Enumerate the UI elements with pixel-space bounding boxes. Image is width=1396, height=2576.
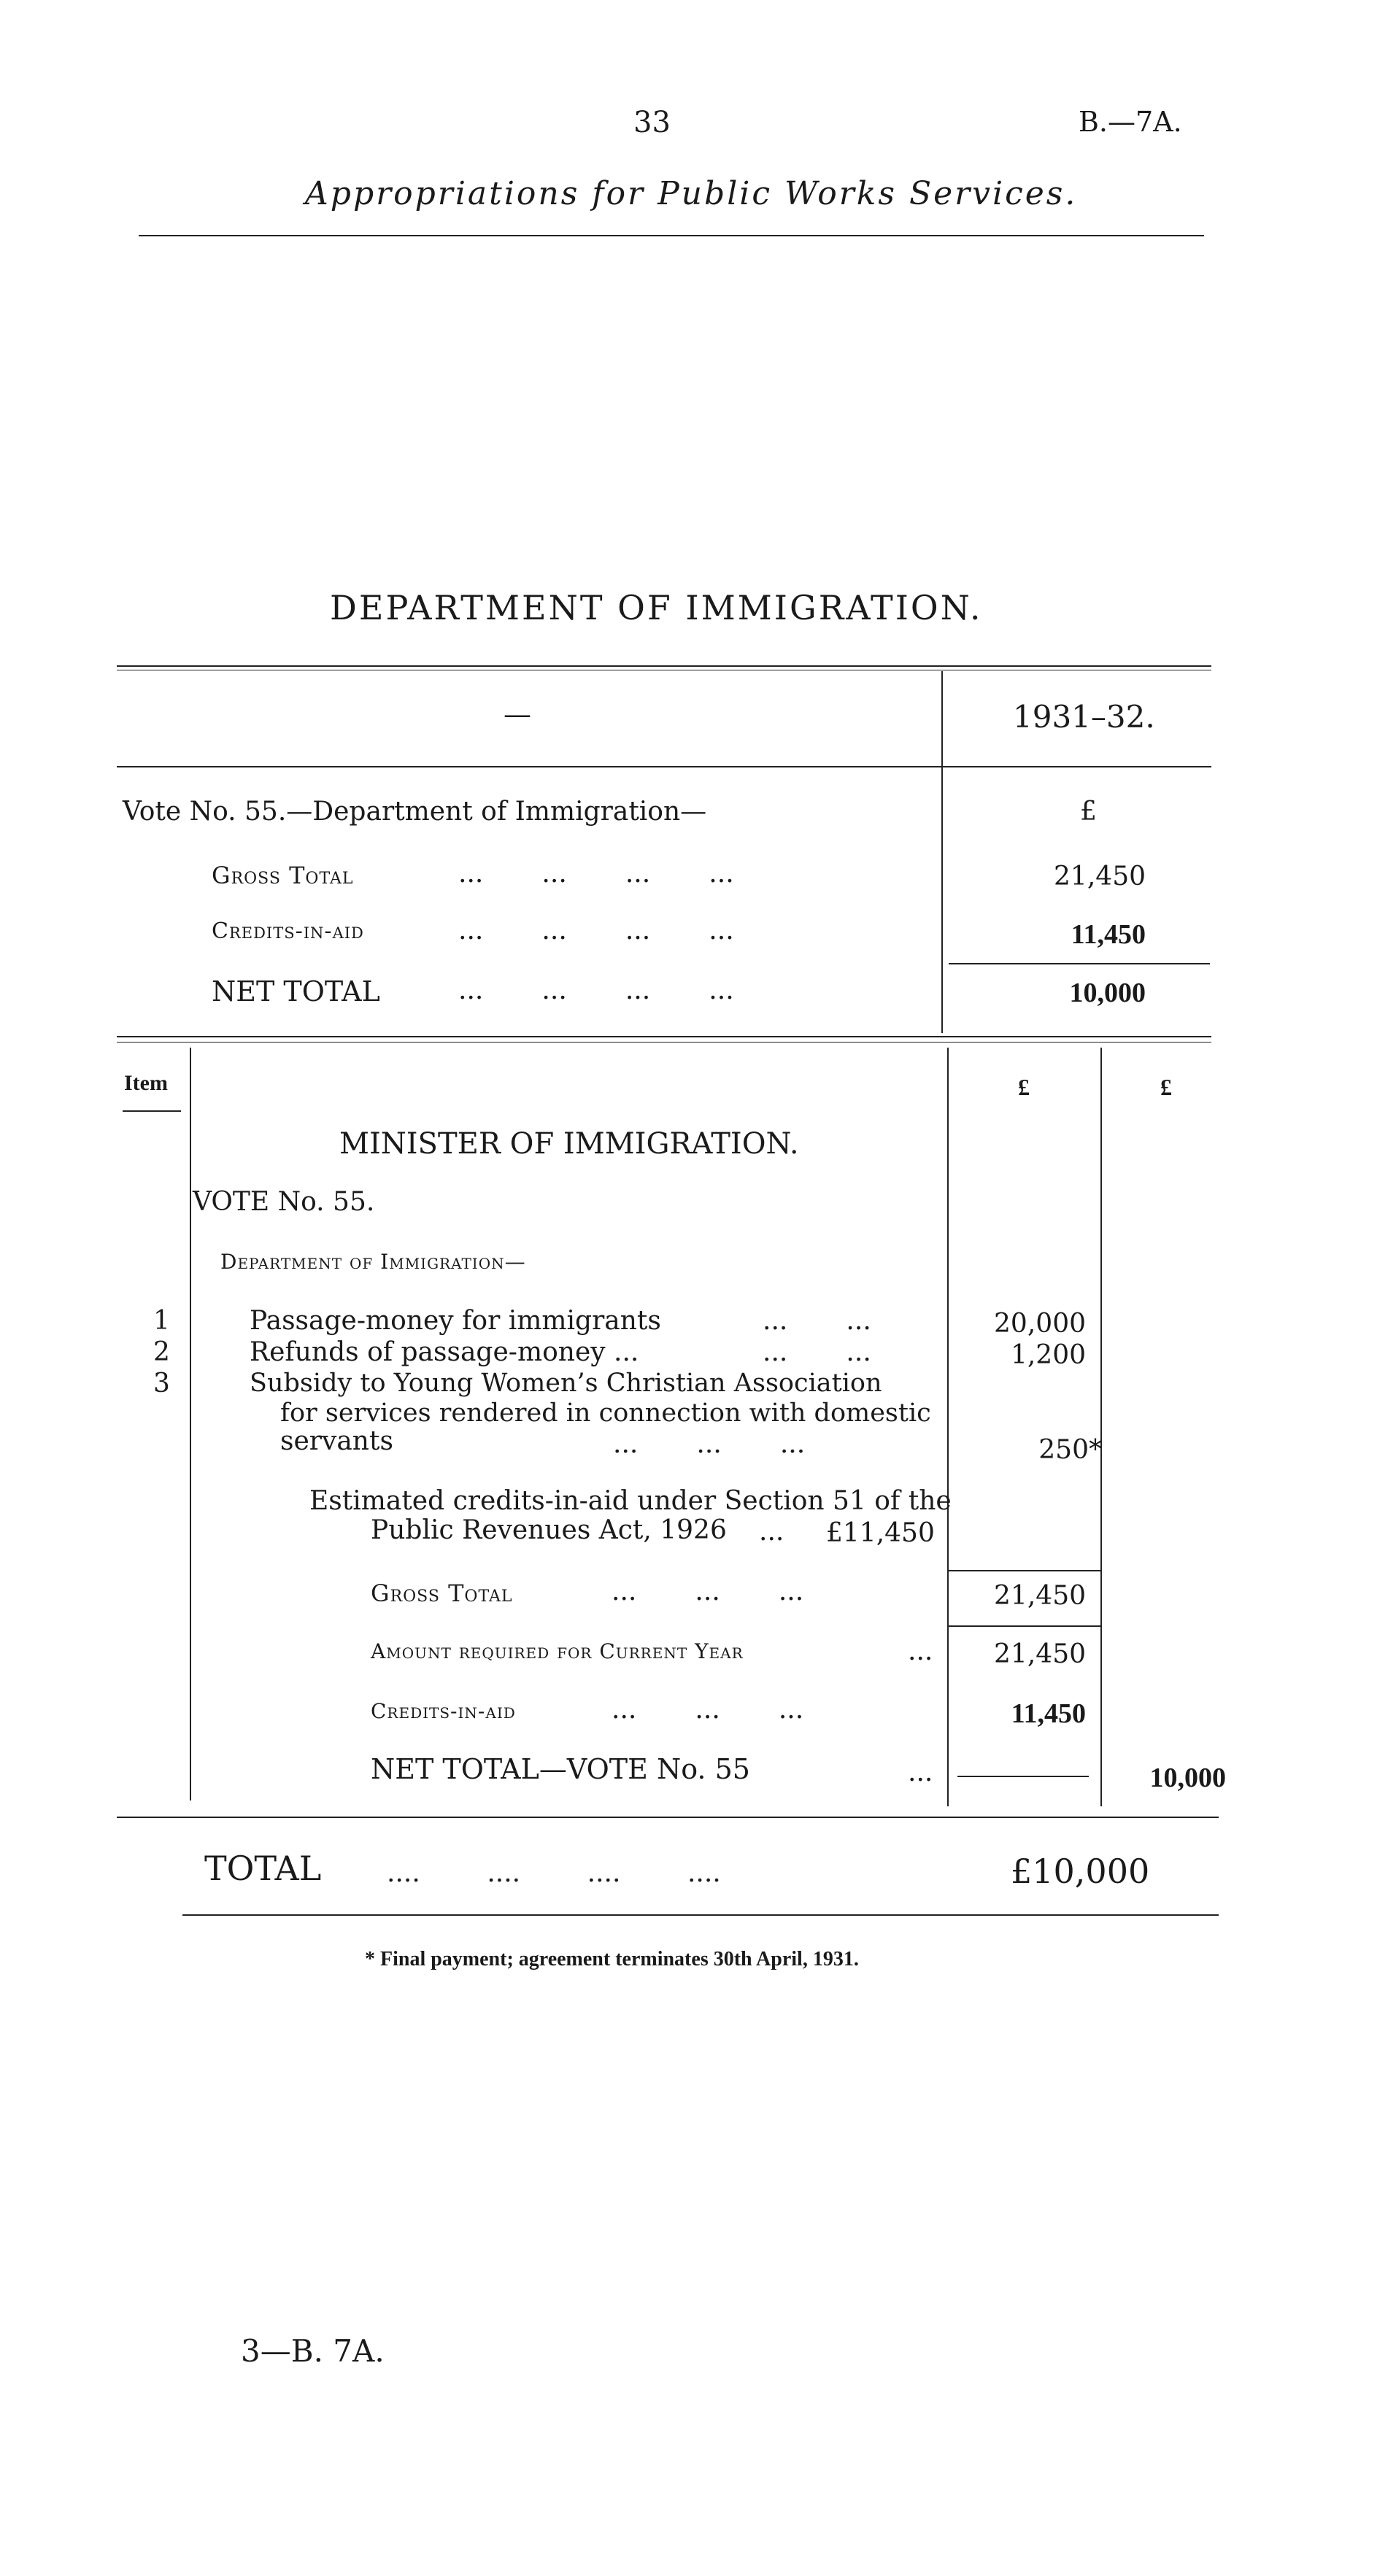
amount-required-value: 21,450 <box>994 1639 1086 1669</box>
summary-bottom-rule-inner <box>117 1042 1211 1043</box>
item-header: Item <box>124 1071 168 1095</box>
item-3-text-line3: servants <box>280 1426 393 1456</box>
item-header-rule <box>123 1110 181 1112</box>
summary-net-dots: ... ... ... ... <box>458 975 734 1005</box>
item-1-text: Passage-money for immigrants <box>250 1306 661 1336</box>
detail-gross-dots: ... ... ... <box>612 1577 804 1606</box>
estimated-credits-value: £11,450 <box>826 1518 935 1548</box>
total-dots: .... .... .... .... <box>387 1858 721 1888</box>
detail-credits-dots: ... ... ... <box>612 1695 804 1725</box>
amount-required-dots: ... <box>908 1636 933 1666</box>
detail-credits-label: Credits-in-aid <box>371 1699 516 1723</box>
item-2-value: 1,200 <box>1010 1340 1086 1370</box>
detail-credits-value: 11,450 <box>1011 1698 1086 1729</box>
summary-gross-label: Gross Total <box>212 862 354 889</box>
total-value: £10,000 <box>1011 1852 1150 1891</box>
summary-header-rule <box>117 766 1211 767</box>
summary-net-value: 10,000 <box>1069 978 1146 1008</box>
header-rule <box>139 235 1204 236</box>
item-number-1: 1 <box>153 1306 170 1336</box>
item-1-dots: ... ... <box>763 1306 871 1336</box>
detail-net-value: 10,000 <box>1149 1763 1226 1793</box>
estimated-credits-dots: ... <box>759 1517 784 1547</box>
summary-credits-value: 11,450 <box>1071 919 1146 950</box>
summary-bottom-rule <box>117 1036 1211 1037</box>
summary-column-divider <box>941 671 943 1033</box>
amount-required-rule <box>949 1625 1100 1627</box>
detail-gross-value: 21,450 <box>994 1581 1086 1611</box>
detail-column-divider-1 <box>947 1048 949 1806</box>
item-3-text-line2: for services rendered in connection with domestic <box>280 1399 931 1428</box>
item-number-3: 3 <box>153 1369 170 1399</box>
running-title: Appropriations for Public Works Services. <box>305 175 1078 212</box>
summary-gross-dots: ... ... ... ... <box>458 859 734 889</box>
summary-header-year: 1931–32. <box>1013 699 1155 735</box>
footer-reference: 3—B. 7A. <box>241 2333 385 2369</box>
estimated-credits-line2: Public Revenues Act, 1926 <box>371 1515 727 1545</box>
footnote: * Final payment; agreement terminates 30th April, 1931. <box>365 1948 859 1970</box>
page-number: 33 <box>633 106 671 139</box>
estimated-credits-line1: Estimated credits-in-aid under Section 51 of the <box>309 1486 952 1516</box>
item-3-text-line1: Subsidy to Young Women’s Christian Association <box>250 1369 882 1398</box>
summary-net-rule <box>949 963 1210 964</box>
summary-vote-label: Vote No. 55.—Department of Immigration— <box>123 797 707 827</box>
detail-item-divider <box>190 1048 191 1801</box>
amount-required-label: Amount required for Current Year <box>371 1639 744 1663</box>
summary-header-dash: — <box>504 698 531 730</box>
department-title: DEPARTMENT OF IMMIGRATION. <box>330 588 983 627</box>
item-number-2: 2 <box>153 1337 170 1367</box>
item-3-value: 250* <box>1038 1435 1102 1465</box>
detail-net-dots: ... <box>908 1757 933 1787</box>
total-bottom-rule <box>182 1914 1219 1916</box>
item-2-text: Refunds of passage-money ... <box>250 1337 639 1367</box>
item-1-value: 20,000 <box>994 1309 1086 1339</box>
item-3-dots: ... ... ... <box>613 1429 806 1459</box>
summary-credits-dots: ... ... ... ... <box>458 916 734 945</box>
summary-net-label: NET TOTAL <box>212 975 380 1007</box>
department-subheading: Department of Immigration— <box>220 1250 526 1274</box>
detail-net-label: NET TOTAL—VOTE No. 55 <box>371 1753 750 1785</box>
detail-currency-2: £ <box>1160 1074 1172 1100</box>
detail-gross-label: Gross Total <box>371 1579 513 1607</box>
detail-bottom-rule <box>117 1817 1219 1818</box>
total-label: TOTAL <box>204 1849 322 1888</box>
gross-total-rule <box>949 1570 1100 1571</box>
vote-heading: VOTE No. 55. <box>193 1187 375 1217</box>
document-reference: B.—7A. <box>1079 106 1182 138</box>
summary-currency: £ <box>1080 797 1097 827</box>
detail-column-divider-2 <box>1100 1048 1102 1806</box>
item-2-dots: ... ... <box>763 1337 871 1367</box>
detail-currency-1: £ <box>1018 1074 1030 1100</box>
summary-gross-value: 21,450 <box>1054 862 1146 891</box>
summary-top-rule <box>117 665 1211 667</box>
detail-net-dash-rule <box>957 1776 1089 1777</box>
summary-credits-label: Credits-in-aid <box>212 918 364 944</box>
minister-heading: MINISTER OF IMMIGRATION. <box>339 1127 799 1161</box>
